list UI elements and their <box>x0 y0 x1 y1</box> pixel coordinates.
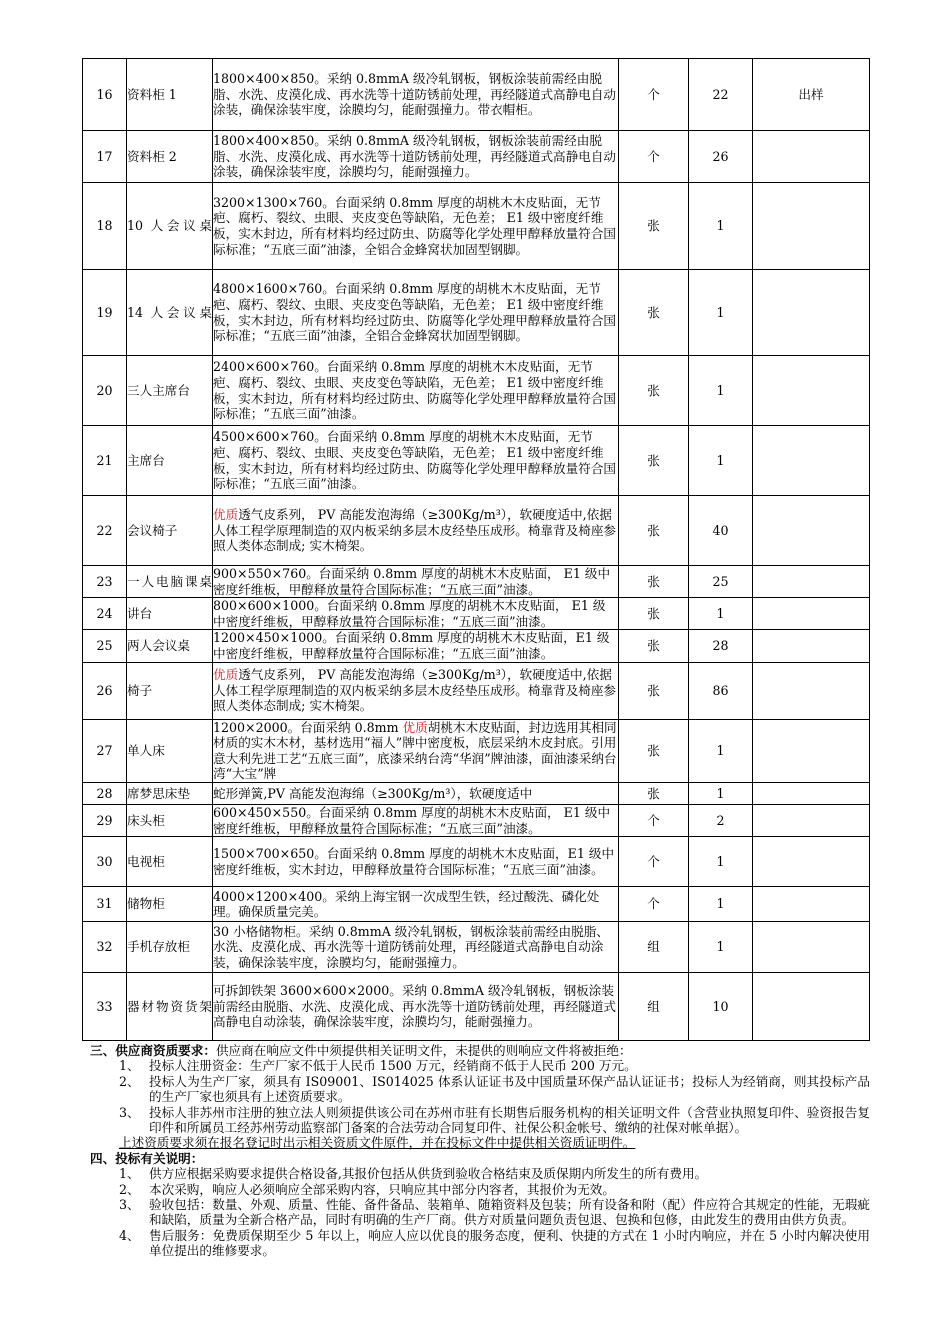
quantity: 28 <box>689 630 753 662</box>
spec-text: 蛇形弹簧,PV 高能发泡海绵（≥300Kg/m³），软硬度适中 <box>213 785 533 801</box>
item-spec <box>213 270 619 356</box>
item-name: 10 人会议桌 <box>127 183 213 270</box>
item-name: 两人会议桌 <box>127 630 213 662</box>
item-name: 器材物资货架 <box>127 973 213 1041</box>
remark <box>753 131 870 183</box>
remark <box>753 566 870 598</box>
unit: 组 <box>619 922 689 973</box>
table-row <box>83 973 870 1041</box>
quantity: 1 <box>689 887 753 922</box>
remark <box>753 719 870 782</box>
unit: 张 <box>619 356 689 426</box>
unit: 张 <box>619 782 689 804</box>
quantity: 86 <box>689 662 753 719</box>
item-spec <box>213 887 619 922</box>
spec-prefix: 1200×2000。台面采纳 0.8mm <box>213 719 403 735</box>
unit: 张 <box>619 270 689 356</box>
row-number: 26 <box>83 662 127 719</box>
table-row <box>83 183 870 270</box>
item-spec <box>213 183 619 270</box>
row-number: 17 <box>83 131 127 183</box>
bidding-notes-list <box>90 1166 870 1258</box>
table-row <box>83 719 870 782</box>
row-number: 19 <box>83 270 127 356</box>
item-name: 14 人会议桌 <box>127 270 213 356</box>
list-item-text: 本次采购，响应人必须响应全部采购内容，只响应其中部分内容者，其报价为无效。 <box>149 1181 615 1197</box>
item-name: 资料柜 2 <box>127 131 213 183</box>
quantity: 1 <box>689 837 753 887</box>
item-spec <box>213 973 619 1041</box>
remark <box>753 804 870 836</box>
item-name: 三人主席台 <box>127 356 213 426</box>
table-row <box>83 59 870 131</box>
row-number: 24 <box>83 598 127 630</box>
item-spec <box>213 782 619 804</box>
item-spec <box>213 426 619 496</box>
row-number: 25 <box>83 630 127 662</box>
table-row <box>83 630 870 662</box>
item-name: 椅子 <box>127 662 213 719</box>
remark <box>753 183 870 270</box>
row-number: 22 <box>83 496 127 566</box>
row-number: 32 <box>83 922 127 973</box>
list-item-index: 1、 <box>119 1166 140 1182</box>
item-spec <box>213 922 619 973</box>
unit: 个 <box>619 59 689 131</box>
spec-text: 1800×400×850。采纳 0.8mmA 级冷轧钢板，钢板涂装前需经由脱脂、水洗、皮漠化成、再水洗等十道防锈前处理，再经隧道式高静电自动涂装，确保涂装牢度，涂膜均匀，能耐强撞力。带衣帽柜。 <box>213 71 616 118</box>
unit: 组 <box>619 973 689 1041</box>
unit: 张 <box>619 183 689 270</box>
quantity: 1 <box>689 183 753 270</box>
list-item <box>119 1058 870 1073</box>
spec-text: 2400×600×760。台面采纳 0.8mm 厚度的胡桃木木皮贴面，无节疤、腐朽、裂纹、虫眼、夹皮变色等缺陷，无色差； E1 级中密度纤维板，实木封边，所有材料均经过防虫、防腐等化学处理甲醇释放量符合国际标准；“五底三面”油漆。 <box>213 359 616 422</box>
spec-highlight: 优质 <box>402 719 428 735</box>
procurement-items-table <box>82 58 870 1041</box>
qualification-note: 上述资质要求须在报名登记时出示相关资质文件原件，并在投标文件中提供相关资质证明件。 <box>119 1135 636 1151</box>
quantity: 22 <box>689 59 753 131</box>
notes-section <box>90 1043 870 1259</box>
list-item-text: 投标人非苏州市注册的独立法人则须提供该公司在苏州市驻有长期售后服务机构的相关证明文件（含营业执照复印件、验资报告复印件和所属员工经苏州劳动监察部门备案的合法劳动合同复印件、社保公积金帐号、缴纳的社保对帐单据）。 <box>149 1104 870 1136</box>
item-name: 床头柜 <box>127 804 213 836</box>
row-number: 20 <box>83 356 127 426</box>
unit: 个 <box>619 804 689 836</box>
remark <box>753 922 870 973</box>
table-row <box>83 804 870 836</box>
item-name: 会议椅子 <box>127 496 213 566</box>
spec-text: 800×600×1000。台面采纳 0.8mm 厚度的胡桃木木皮贴面， E1 级中密度纤维板，甲醇释放量符合国际标准；“五底三面”油漆。 <box>213 598 606 629</box>
list-item <box>119 1197 870 1228</box>
unit: 张 <box>619 662 689 719</box>
row-number: 27 <box>83 719 127 782</box>
row-number: 21 <box>83 426 127 496</box>
quantity: 2 <box>689 804 753 836</box>
spec-text: 30 小格储物柜。采纳 0.8mmA 级冷轧钢板，钢板涂装前需经由脱脂、水洗、皮漠化成、再水洗等十道防锈前处理，再经隧道式高静电自动涂装，确保涂装牢度，涂膜均匀，能耐强撞力。 <box>213 923 609 970</box>
remark: 出样 <box>753 59 870 131</box>
list-item <box>119 1166 870 1181</box>
row-number: 30 <box>83 837 127 887</box>
list-item <box>119 1228 870 1259</box>
spec-text: 1800×400×850。采纳 0.8mmA 级冷轧钢板，钢板涂装前需经由脱脂、水洗、皮漠化成、再水洗等十道防锈前处理，再经隧道式高静电自动涂装，确保涂装牢度，涂膜均匀，能耐强撞力。 <box>213 133 616 180</box>
spec-text: 900×550×760。台面采纳 0.8mm 厚度的胡桃木木皮贴面， E1 级中密度纤维板，甲醇释放量符合国际标准；“五底三面”油漆。 <box>213 566 611 597</box>
spec-highlight: 优质 <box>213 667 239 683</box>
list-item-index: 2、 <box>119 1073 140 1089</box>
row-number: 31 <box>83 887 127 922</box>
spec-text: 1200×450×1000。台面采纳 0.8mm 厚度的胡桃木木皮贴面，E1 级中密度纤维板，甲醇释放量符合国际标准；“五底三面”油漆。 <box>213 630 610 661</box>
table-row <box>83 598 870 630</box>
item-name: 席梦思床垫 <box>127 782 213 804</box>
procurement-table-container <box>82 58 870 1041</box>
quantity: 26 <box>689 131 753 183</box>
item-spec <box>213 59 619 131</box>
item-spec <box>213 837 619 887</box>
unit: 个 <box>619 837 689 887</box>
list-item <box>119 1182 870 1197</box>
spec-text: 4800×1600×760。台面采纳 0.8mm 厚度的胡桃木木皮贴面，无节疤、腐朽、裂纹、虫眼、夹皮变色等缺陷，无色差； E1 级中密度纤维板，实木封边，所有材料均经过防虫、防腐等化学处理甲醇释放量符合国际标准；“五底三面”油漆，全铝合金蜂窝状加固型钢脚。 <box>213 281 616 344</box>
unit: 张 <box>619 566 689 598</box>
quantity: 1 <box>689 719 753 782</box>
item-spec <box>213 131 619 183</box>
remark <box>753 782 870 804</box>
table-row <box>83 837 870 887</box>
qualification-list <box>90 1058 870 1135</box>
quantity: 1 <box>689 782 753 804</box>
item-name: 电视柜 <box>127 837 213 887</box>
unit: 张 <box>619 719 689 782</box>
spec-text: 透气皮系列， PV 高能发泡海绵（≥300Kg/m³），软硬度适中,依据人体工程学原理制造的双内板采纳多层木皮经垫压成形。椅靠背及椅座参照人类体态制成; 实木椅架。 <box>213 667 616 714</box>
unit: 张 <box>619 496 689 566</box>
remark <box>753 837 870 887</box>
list-item-text: 供方应根据采购要求提供合格设备,其报价包括从供货到验收合格结束及质保期内所发生的所有费用。 <box>149 1166 708 1182</box>
item-name: 讲台 <box>127 598 213 630</box>
unit: 张 <box>619 598 689 630</box>
unit: 个 <box>619 131 689 183</box>
item-spec <box>213 662 619 719</box>
item-name: 手机存放柜 <box>127 922 213 973</box>
table-row <box>83 662 870 719</box>
spec-text: 胡桃木木皮贴面，封边选用其相同材质的实木木材，基材选用“福人”牌中密度板，底层采纳木皮封底。引用意大利先进工艺“五底三面”，底漆采纳台湾“华润”牌油漆，面油漆采纳台湾“大宝”牌 <box>213 719 617 782</box>
list-item-index: 3、 <box>119 1104 140 1120</box>
table-row <box>83 356 870 426</box>
section4-title: 四、投标有关说明： <box>90 1150 204 1166</box>
unit: 张 <box>619 426 689 496</box>
list-item-text: 验收包括：数量、外观、质量、性能、备件备品、装箱单、随箱资料及包装；所有设备和附（配）件应符合其规定的性能，无瑕疵和缺陷，质量为全新合格产品，同时有明确的生产厂商。供方对质量问题负责包退、包换和包修，由此发生的费用由供方负责。 <box>149 1197 870 1228</box>
list-item-text: 售后服务：免费质保期至少 5 年以上，响应人应以优良的服务态度，便利、快捷的方式在 1 小时内响应，并在 5 小时内解决使用单位提出的维修要求。 <box>149 1227 870 1259</box>
spec-text: 可拆卸铁架 3600×600×2000。采纳 0.8mmA 级冷轧钢板，钢板涂装前需经由脱脂、水洗、皮漠化成、再水洗等十道防锈前处理，再经隧道式高静电自动涂装，确保涂装牢度，涂膜均匀，能耐强撞力。 <box>213 983 616 1030</box>
item-spec <box>213 630 619 662</box>
remark <box>753 630 870 662</box>
spec-text: 透气皮系列， PV 高能发泡海绵（≥300Kg/m³），软硬度适中,依据人体工程学原理制造的双内板采纳多层木皮经垫压成形。椅靠背及椅座参照人类体态制成; 实木椅架。 <box>213 507 616 554</box>
remark <box>753 598 870 630</box>
section3-intro: 供应商在响应文件中须提供相关证明文件，未提供的则响应文件将被拒绝： <box>215 1043 632 1058</box>
row-number: 28 <box>83 782 127 804</box>
list-item <box>119 1105 870 1136</box>
table-row <box>83 922 870 973</box>
spec-text: 600×450×550。台面采纳 0.8mm 厚度的胡桃木木皮贴面， E1 级中密度纤维板，甲醇释放量符合国际标准；“五底三面”油漆。 <box>213 804 611 836</box>
quantity: 1 <box>689 598 753 630</box>
item-name: 一人电脑课桌 <box>127 566 213 598</box>
list-item-index: 2、 <box>119 1181 140 1197</box>
quantity: 1 <box>689 270 753 356</box>
spec-text: 4000×1200×400。采纳上海宝钢一次成型生铁，经过酸洗、磷化处理。确保质量完美。 <box>213 888 600 920</box>
list-item-index: 4、 <box>119 1227 140 1243</box>
table-row <box>83 566 870 598</box>
spec-text: 4500×600×760。台面采纳 0.8mm 厚度的胡桃木木皮贴面，无节疤、腐朽、裂纹、虫眼、夹皮变色等缺陷，无色差； E1 级中密度纤维板，实木封边，所有材料均经过防虫、防腐等化学处理甲醇释放量符合国际标准；“五底三面”油漆。 <box>213 429 616 492</box>
item-name: 资料柜 1 <box>127 59 213 131</box>
quantity: 1 <box>689 356 753 426</box>
item-spec <box>213 598 619 630</box>
section3-title: 三、供应商资质要求： <box>90 1043 216 1058</box>
item-name: 储物柜 <box>127 887 213 922</box>
table-row <box>83 270 870 356</box>
table-row <box>83 782 870 804</box>
item-spec <box>213 496 619 566</box>
remark <box>753 270 870 356</box>
list-item-index: 1、 <box>119 1058 140 1074</box>
item-spec <box>213 804 619 836</box>
table-row <box>83 887 870 922</box>
table-row <box>83 131 870 183</box>
list-item-index: 3、 <box>119 1197 140 1213</box>
qualification-section <box>90 1043 870 1058</box>
list-item-text: 投标人注册资金：生产厂家不低于人民币 1500 万元，经销商不低于人民币 200 万元。 <box>149 1058 637 1074</box>
remark <box>753 662 870 719</box>
row-number: 29 <box>83 804 127 836</box>
remark <box>753 496 870 566</box>
item-name: 主席台 <box>127 426 213 496</box>
quantity: 1 <box>689 922 753 973</box>
unit: 张 <box>619 630 689 662</box>
remark <box>753 887 870 922</box>
table-row <box>83 496 870 566</box>
quantity: 25 <box>689 566 753 598</box>
quantity: 1 <box>689 426 753 496</box>
spec-highlight: 优质 <box>213 507 239 523</box>
item-name: 单人床 <box>127 719 213 782</box>
remark <box>753 973 870 1041</box>
table-body <box>83 59 870 1041</box>
item-spec <box>213 566 619 598</box>
spec-text: 3200×1300×760。台面采纳 0.8mm 厚度的胡桃木木皮贴面，无节疤、腐朽、裂纹、虫眼、夹皮变色等缺陷，无色差； E1 级中密度纤维板，实木封边，所有材料均经过防虫、防腐等化学处理甲醇释放量符合国际标准；“五底三面”油漆，全铝合金蜂窝状加固型钢脚。 <box>213 194 616 257</box>
table-row <box>83 426 870 496</box>
quantity: 40 <box>689 496 753 566</box>
unit: 个 <box>619 887 689 922</box>
item-spec <box>213 719 619 782</box>
list-item-text: 投标人为生产厂家，须具有 IS09001、IS014025 体系认证证书及中国质量环保产品认证证书；投标人为经销商，则其投标产品的生产厂家也须具有上述资质要求。 <box>149 1073 870 1105</box>
quantity: 10 <box>689 973 753 1041</box>
item-spec <box>213 356 619 426</box>
row-number: 16 <box>83 59 127 131</box>
row-number: 18 <box>83 183 127 270</box>
list-item <box>119 1074 870 1105</box>
remark <box>753 426 870 496</box>
remark <box>753 356 870 426</box>
row-number: 23 <box>83 566 127 598</box>
spec-text: 1500×700×650。台面采纳 0.8mm 厚度的胡桃木木皮贴面，E1 级中密度纤维板，实木封边，甲醇释放量符合国际标准；“五底三面”油漆。 <box>213 846 615 877</box>
row-number: 33 <box>83 973 127 1041</box>
